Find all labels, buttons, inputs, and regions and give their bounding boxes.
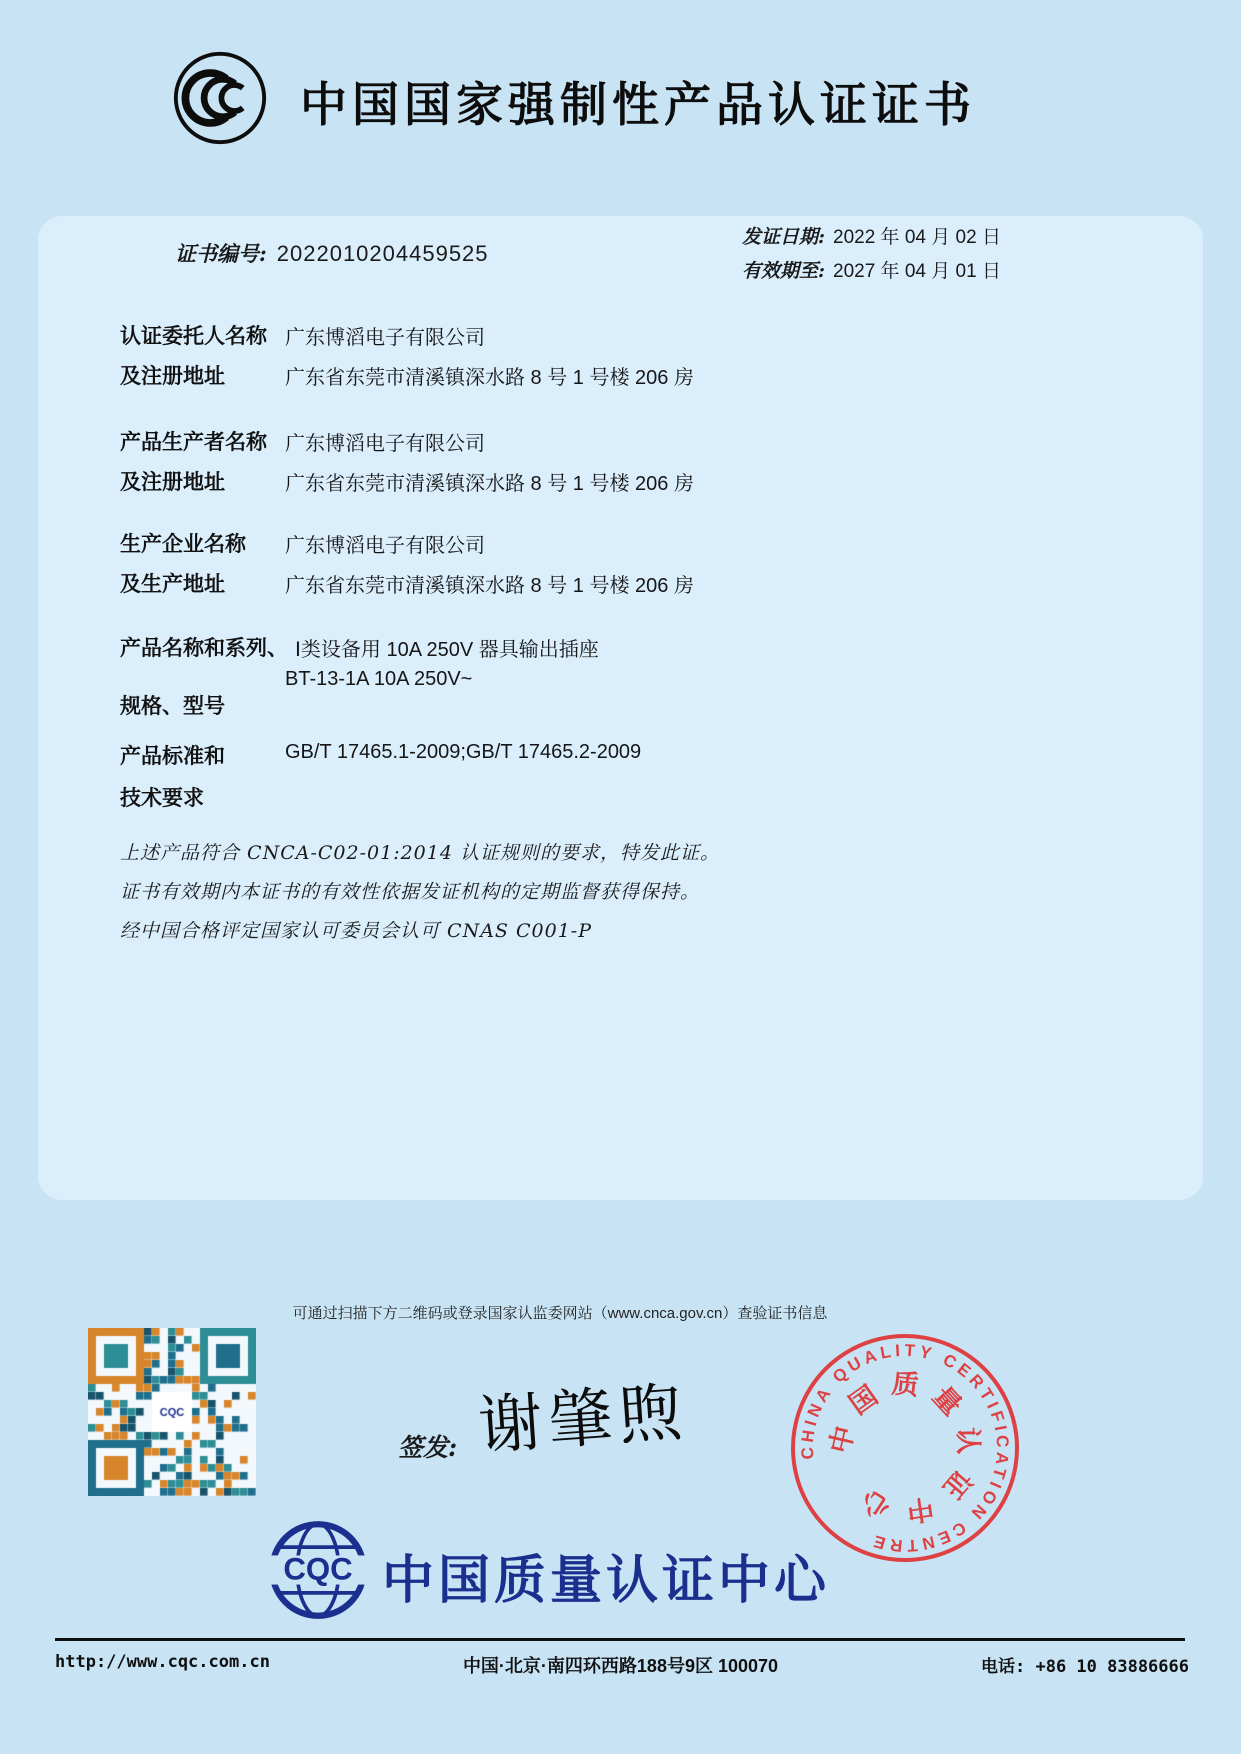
producer-name-value: 广东博滔电子有限公司 — [285, 433, 485, 455]
footer-phone: 电话: +86 10 83886666 — [981, 1657, 1189, 1677]
red-stamp — [751, 1294, 1059, 1602]
verify-note: 可通过扫描下方二维码或登录国家认监委网站（www.cnca.gov.cn）查验证书信息 — [292, 1305, 828, 1322]
requirement-label: 技术要求 — [120, 787, 204, 810]
certificate-title: 中国国家强制性产品认证证书 — [300, 78, 976, 131]
product-model-label: 规格、型号 — [120, 695, 225, 718]
product-name-value: Ⅰ类设备用 10A 250V 器具输出插座 — [295, 639, 599, 661]
qr-code — [88, 1328, 256, 1496]
product-model-value: BT-13-1A 10A 250V~ — [285, 668, 473, 690]
applicant-address-value: 广东省东莞市清溪镇深水路 8 号 1 号楼 206 房 — [285, 367, 694, 389]
expiry-date-value: 2027 年 04 月 01 日 — [833, 261, 1001, 282]
producer-name-label: 产品生产者名称 — [120, 431, 267, 454]
issue-date-row — [742, 222, 1001, 249]
product-name-label: 产品名称和系列、 — [120, 637, 288, 660]
cqc-logo-text: CQC — [283, 1551, 353, 1587]
producer-address-label: 及注册地址 — [120, 471, 225, 494]
factory-name-label: 生产企业名称 — [120, 533, 246, 556]
applicant-name-value: 广东博滔电子有限公司 — [285, 327, 485, 349]
signature: 谢肇煦 — [476, 1375, 691, 1465]
factory-address-value: 广东省东莞市清溪镇深水路 8 号 1 号楼 206 房 — [285, 575, 694, 597]
factory-name-value: 广东博滔电子有限公司 — [285, 535, 485, 557]
expiry-date-row — [742, 256, 1001, 283]
cqc-logo-icon — [266, 1518, 370, 1622]
cert-number-label: 证书编号: — [175, 241, 267, 266]
sign-label: 签发: — [398, 1433, 458, 1462]
svg-text:CHINA QUALITY CERTIFICATION CE — [778, 1321, 1032, 1575]
applicant-name-label: 认证委托人名称 — [120, 325, 267, 348]
stamp-outer-text: CHINA QUALITY CERTIFICATION CENTRE — [797, 1340, 1013, 1556]
factory-address-label: 及生产地址 — [120, 573, 225, 596]
footer-website: http://www.cqc.com.cn — [55, 1652, 270, 1672]
stamp-inner-text: 中国质量认证中心 — [824, 1368, 984, 1529]
footer-address: 中国·北京·南四环西路188号9区 100070 — [462, 1656, 779, 1676]
expiry-date-label: 有效期至: — [742, 260, 826, 282]
issue-date-label: 发证日期: — [742, 226, 826, 248]
statement-line-2: 证书有效期内本证书的有效性依据发证机构的定期监督获得保持。 — [120, 881, 701, 903]
statement-line-1: 上述产品符合 CNCA-C02-01:2014 认证规则的要求，特发此证。 — [120, 842, 720, 864]
applicant-address-label: 及注册地址 — [120, 365, 225, 388]
cert-number-value: 2022010204459525 — [276, 241, 489, 266]
org-name: 中国质量认证中心 — [382, 1552, 831, 1610]
producer-address-value: 广东省东莞市清溪镇深水路 8 号 1 号楼 206 房 — [285, 473, 694, 495]
standard-label: 产品标准和 — [120, 745, 225, 768]
issue-date-value: 2022 年 04 月 02 日 — [833, 227, 1001, 248]
ccc-logo-icon — [172, 50, 268, 146]
standard-value: GB/T 17465.1-2009;GB/T 17465.2-2009 — [285, 741, 642, 763]
footer-divider — [55, 1638, 1185, 1641]
cert-number-row — [175, 238, 489, 268]
statement-line-3: 经中国合格评定国家认可委员会认可 CNAS C001-P — [120, 920, 592, 942]
